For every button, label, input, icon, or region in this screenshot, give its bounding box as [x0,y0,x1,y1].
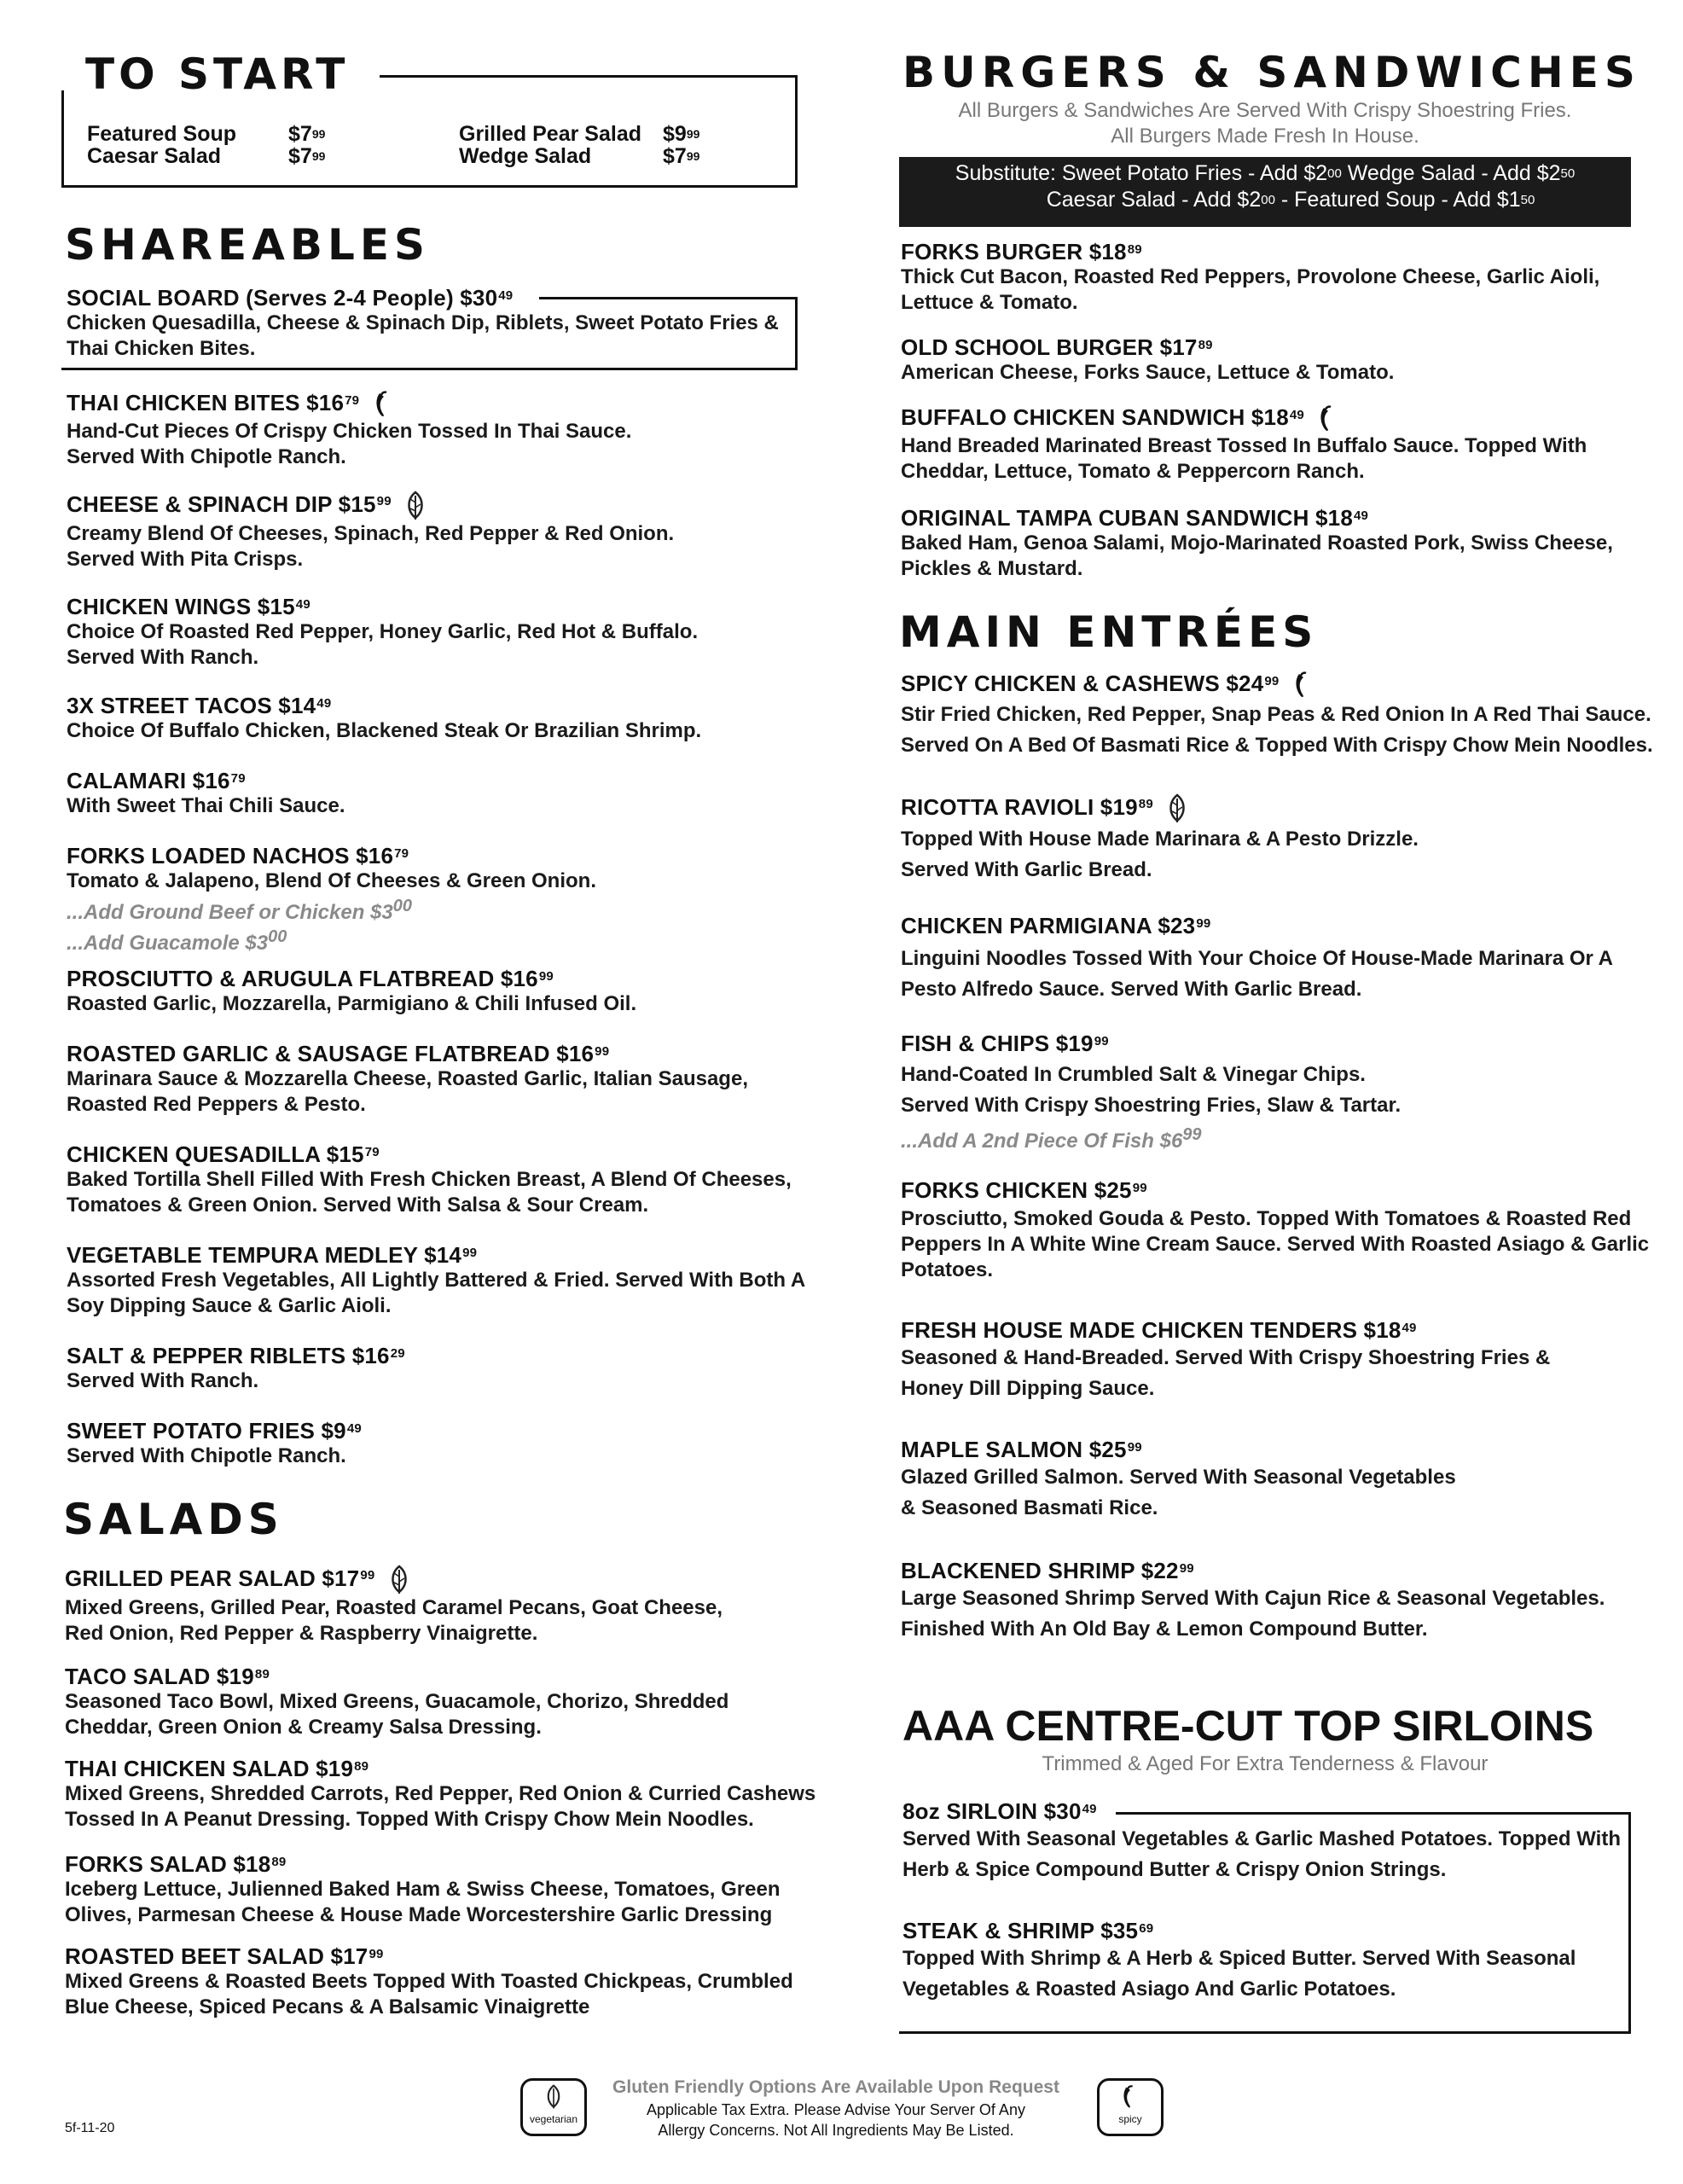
item-desc: Blue Cheese, Spiced Pecans & A Balsamic Vinaigrette [65,1995,590,2018]
item-desc: Peppers In A White Wine Cream Sauce. Served With Roasted Asiago & Garlic [901,1233,1650,1256]
menu-item [901,239,1599,316]
item-desc: Creamy Blend Of Cheeses, Spinach, Red Pepper & Red Onion. [67,522,675,545]
item-desc: Soy Dipping Sauce & Garlic Aioli. [67,1294,392,1317]
menu-item [901,793,1419,886]
item-title: ROASTED BEET SALAD $\$17^{99}$ [65,1943,384,1969]
menu-item [67,843,596,956]
sirloins-subtitle: Trimmed & Aged For Extra Tenderness & Flavour [1042,1752,1489,1775]
spicy-label: spicy [1118,2113,1142,2125]
item-desc: Served With Garlic Bread. [901,858,1152,881]
menu-item [902,1798,1621,1885]
item-desc: Served With Ranch. [67,646,259,669]
allergy-note: Allergy Concerns. Not All Ingredients May Be Listed. [658,2122,1014,2139]
item-desc: Roasted Garlic, Mozzarella, Parmigiano & Chili Infused Oil. [67,992,637,1015]
item-desc: Cheddar, Lettuce, Tomato & Peppercorn Ranch. [901,460,1365,484]
item-desc: Red Onion, Red Pepper & Raspberry Vinaigrette. [65,1622,538,1645]
menu-item [901,334,1394,386]
substitute-line: Caesar Salad - Add $\$2^{00}$ - Featured Soup - Add $\$1^{50}$ [1046,188,1535,212]
item-desc: Herb & Spice Compound Butter & Crispy Onion Strings. [902,1858,1447,1881]
menu-item [67,1343,405,1394]
item-addon: ...Add Guacamole $\$3^{00}$ [67,927,287,955]
item-desc: Hand-Cut Pieces Of Crispy Chicken Tossed In Thai Sauce. [67,420,632,444]
item-title: CALAMARI $\$16^{79}$ [67,768,246,793]
menu-item [65,1664,728,1740]
menu-item [67,966,636,1017]
item-title: FRESH HOUSE MADE CHICKEN TENDERS $\$18^{49}$ [901,1317,1417,1343]
item-title: FORKS CHICKEN $\$25^{99}$ [901,1177,1147,1203]
item-title: VEGETABLE TEMPURA MEDLEY $\$14^{99}$ [67,1242,478,1268]
menu-item [902,1918,1576,2005]
item-desc: Mixed Greens & Roasted Beets Topped With Toasted Chickpeas, Crumbled [65,1970,793,1993]
to-start-row: Featured Soup [87,122,237,146]
item-desc: & Seasoned Basmati Rice. [901,1496,1158,1519]
item-desc: Tomato & Jalapeno, Blend Of Cheeses & Green Onion. [67,869,596,892]
item-title: SALT & PEPPER RIBLETS $\$16^{29}$ [67,1343,405,1368]
substitute-line: Substitute: Sweet Potato Fries - Add $\$2^{00}$ Wedge Salad - Add $\$2^{50}$ [955,161,1576,185]
item-title: SOCIAL BOARD (Serves 2-4 People) $\$30^{49}$ [67,285,514,311]
item-desc: Linguini Noodles Tossed With Your Choice Of House-Made Marinara Or A [901,947,1613,970]
menu-item [901,1437,1456,1524]
social-board-box-bottom [61,368,798,370]
item-title: FORKS BURGER $\$18^{89}$ [901,239,1142,264]
leaf-icon [1166,793,1188,824]
menu-item [67,1141,792,1218]
item-desc: Vegetables & Roasted Asiago And Garlic Potatoes. [902,1978,1396,2001]
item-title: FISH & CHIPS $\$19^{99}$ [901,1031,1109,1056]
item-desc: Thick Cut Bacon, Roasted Red Peppers, Provolone Cheese, Garlic Aioli, [901,265,1600,288]
vegetarian-label: vegetarian [529,2113,578,2125]
menu-item [67,1242,805,1319]
menu-item [901,1177,1649,1283]
item-desc: Pesto Alfredo Sauce. Served With Garlic Bread. [901,978,1362,1001]
item-desc: Baked Ham, Genoa Salami, Mojo-Marinated Roasted Pork, Swiss Cheese, [901,531,1613,555]
burgers-subtitle: All Burgers & Sandwiches Are Served With Crispy Shoestring Fries. [958,99,1572,122]
item-desc: Tomatoes & Green Onion. Served With Salsa & Sour Cream. [67,1194,649,1217]
item-desc: Mixed Greens, Shredded Carrots, Red Pepper, Red Onion & Curried Cashews [65,1782,816,1805]
item-title: THAI CHICKEN SALAD $\$19^{89}$ [65,1756,369,1781]
item-title: THAI CHICKEN BITES $\$16^{79}$ [67,390,631,419]
to-start-price: $\$7^{99}$ [288,144,326,168]
item-desc: Glazed Grilled Salmon. Served With Seasonal Vegetables [901,1466,1456,1489]
item-title: STEAK & SHRIMP $\$35^{69}$ [902,1918,1154,1943]
item-desc: Served With Chipotle Ranch. [67,445,346,469]
sirloin-box-right [1628,1812,1631,2034]
to-start-price: $\$7^{99}$ [288,122,326,146]
item-title: RICOTTA RAVIOLI $\$19^{89}$ [901,793,1419,824]
item-title: SPICY CHICKEN & CASHEWS $\$24^{99}$ [901,671,1653,700]
menu-item [901,671,1653,761]
item-desc: With Sweet Thai Chili Sauce. [67,794,345,817]
to-start-price: $\$9^{99}$ [663,122,700,146]
item-desc: Assorted Fresh Vegetables, All Lightly Battered & Fried. Served With Both A [67,1269,806,1292]
to-start-price: $\$7^{99}$ [663,144,700,168]
item-desc: Served On A Bed Of Basmati Rice & Topped With Crispy Chow Mein Noodles. [901,734,1653,758]
item-title: CHEESE & SPINACH DIP $\$15^{99}$ [67,491,674,521]
item-desc: Marinara Sauce & Mozzarella Cheese, Roasted Garlic, Italian Sausage, [67,1067,748,1090]
menu-code: 5f-11-20 [65,2121,115,2135]
item-title: ORIGINAL TAMPA CUBAN SANDWICH $\$18^{49}$ [901,505,1369,531]
item-desc: Served With Chipotle Ranch. [67,1444,346,1467]
leaf-icon [543,2084,564,2110]
to-start-box-bottom [61,185,798,188]
to-start-row: Wedge Salad [459,144,592,168]
item-desc: Served With Ranch. [67,1369,259,1392]
menu-item [67,693,701,744]
item-desc: Mixed Greens, Grilled Pear, Roasted Caramel Pecans, Goat Cheese, [65,1596,723,1619]
menu-item [901,505,1613,582]
item-desc: Hand Breaded Marinated Breast Tossed In Buffalo Sauce. Topped With [901,434,1587,458]
item-desc: Pickles & Mustard. [901,557,1083,580]
item-desc: Honey Dill Dipping Sauce. [901,1377,1155,1400]
to-start-rule [380,75,798,78]
burgers-heading: BURGERS & SANDWICHES [902,48,1641,97]
item-addon: ...Add A 2nd Piece Of Fish $\$6^{99}$ [901,1125,1202,1153]
item-desc: Topped With House Made Marinara & A Pesto Drizzle. [901,828,1419,851]
menu-item [67,1418,362,1469]
item-title: BLACKENED SHRIMP $\$22^{99}$ [901,1558,1194,1583]
menu-item [65,1943,793,2020]
item-desc: Baked Tortilla Shell Filled With Fresh Chicken Breast, A Blend Of Cheeses, [67,1168,792,1191]
menu-item [901,1031,1401,1153]
shareables-heading: SHAREABLES [65,220,431,270]
item-desc: Chicken Quesadilla, Cheese & Spinach Dip, Riblets, Sweet Potato Fries & [67,311,779,334]
item-desc: Roasted Red Peppers & Pesto. [67,1093,366,1116]
menu-item [67,768,345,819]
to-start-box-right [795,75,798,188]
item-desc: American Cheese, Forks Sauce, Lettuce & Tomato. [901,361,1395,384]
item-desc: Potatoes. [901,1258,994,1281]
item-desc: Prosciutto, Smoked Gouda & Pesto. Topped With Tomatoes & Roasted Red [901,1207,1632,1230]
leaf-icon [388,1565,410,1595]
item-title: CHICKEN WINGS $\$15^{49}$ [67,594,310,619]
sirloins-heading: AAA CENTRE-CUT TOP SIRLOINS [902,1702,1594,1750]
item-desc: Hand-Coated In Crumbled Salt & Vinegar Chips. [901,1063,1366,1086]
item-title: GRILLED PEAR SALAD $\$17^{99}$ [65,1565,723,1595]
menu-item [65,1756,815,1833]
item-title: MAPLE SALMON $\$25^{99}$ [901,1437,1142,1462]
leaf-icon [404,491,427,521]
mains-heading: MAIN ENTRÉES [899,607,1319,657]
item-desc: Served With Crispy Shoestring Fries, Slaw & Tartar. [901,1094,1402,1117]
social-board-box-right [795,297,798,370]
item-desc: Tossed In A Peanut Dressing. Topped With Crispy Chow Mein Noodles. [65,1808,754,1831]
item-desc: Lettuce & Tomato. [901,291,1078,314]
item-title: TACO SALAD $\$19^{89}$ [65,1664,270,1689]
menu-item [67,594,698,671]
item-title: 3X STREET TACOS $\$14^{49}$ [67,693,332,718]
item-desc: Iceberg Lettuce, Julienned Baked Ham & Swiss Cheese, Tomatoes, Green [65,1878,781,1901]
chili-pepper-icon [1120,2084,1140,2110]
vegetarian-badge [520,2078,587,2136]
item-desc: Large Seasoned Shrimp Served With Cajun Rice & Seasonal Vegetables. [901,1587,1605,1610]
item-title: PROSCIUTTO & ARUGULA FLATBREAD $\$16^{99}$ [67,966,554,991]
item-desc: Seasoned Taco Bowl, Mixed Greens, Guacamole, Chorizo, Shredded [65,1690,729,1713]
to-start-row: Caesar Salad [87,144,222,168]
menu-item [901,1317,1550,1404]
menu-item [67,491,674,572]
gluten-note: Gluten Friendly Options Are Available Upon Request [612,2077,1059,2097]
salads-heading: SALADS [63,1495,284,1544]
tax-note: Applicable Tax Extra. Please Advise Your Server Of Any [647,2101,1025,2118]
substitute-bar [899,157,1631,227]
sirloin-box-bottom [899,2031,1631,2034]
item-title: OLD SCHOOL BURGER $\$17^{89}$ [901,334,1213,360]
item-desc: Finished With An Old Bay & Lemon Compound Butter. [901,1618,1428,1641]
menu-item [67,390,631,470]
item-desc: Stir Fried Chicken, Red Pepper, Snap Peas & Red Onion In A Red Thai Sauce. [901,703,1651,727]
chili-pepper-icon [1317,404,1339,433]
to-start-heading: TO START [85,49,350,99]
menu-item [65,1851,781,1928]
menu-item [67,285,779,362]
item-desc: Served With Seasonal Vegetables & Garlic Mashed Potatoes. Topped With [902,1827,1621,1850]
item-desc: Seasoned & Hand-Breaded. Served With Crispy Shoestring Fries & [901,1346,1551,1369]
spicy-badge [1097,2078,1164,2136]
menu-item [901,1558,1605,1645]
to-start-box-left [61,90,64,188]
item-title: BUFFALO CHICKEN SANDWICH $\$18^{49}$ [901,404,1587,433]
item-title: FORKS LOADED NACHOS $\$16^{79}$ [67,843,409,868]
menu-item [65,1565,723,1647]
chili-pepper-icon [1292,671,1314,700]
item-title: FORKS SALAD $\$18^{89}$ [65,1851,287,1877]
item-title: SWEET POTATO FRIES $\$9^{49}$ [67,1418,362,1443]
to-start-row: Grilled Pear Salad [459,122,641,146]
chili-pepper-icon [373,390,395,419]
item-desc: Served With Pita Crisps. [67,548,304,571]
item-addon: ...Add Ground Beef or Chicken $\$3^{00}$ [67,897,412,924]
item-desc: Olives, Parmesan Cheese & House Made Worcestershire Garlic Dressing [65,1903,773,1926]
item-title: CHICKEN PARMIGIANA $\$23^{99}$ [901,913,1211,938]
menu-item [901,404,1587,485]
item-title: ROASTED GARLIC & SAUSAGE FLATBREAD $\$16^{99}$ [67,1041,610,1066]
item-desc: Choice Of Buffalo Chicken, Blackened Steak Or Brazilian Shrimp. [67,719,702,742]
menu-item [67,1041,748,1118]
item-title: 8oz SIRLOIN $\$30^{49}$ [902,1798,1097,1824]
burgers-subtitle: All Burgers Made Fresh In House. [1111,125,1419,148]
item-desc: Thai Chicken Bites. [67,337,256,360]
item-desc: Choice Of Roasted Red Pepper, Honey Garlic, Red Hot & Buffalo. [67,620,699,643]
item-title: CHICKEN QUESADILLA $\$15^{79}$ [67,1141,380,1167]
menu-item [901,913,1613,1005]
item-desc: Topped With Shrimp & A Herb & Spiced Butter. Served With Seasonal [902,1947,1576,1970]
item-desc: Cheddar, Green Onion & Creamy Salsa Dressing. [65,1716,542,1739]
